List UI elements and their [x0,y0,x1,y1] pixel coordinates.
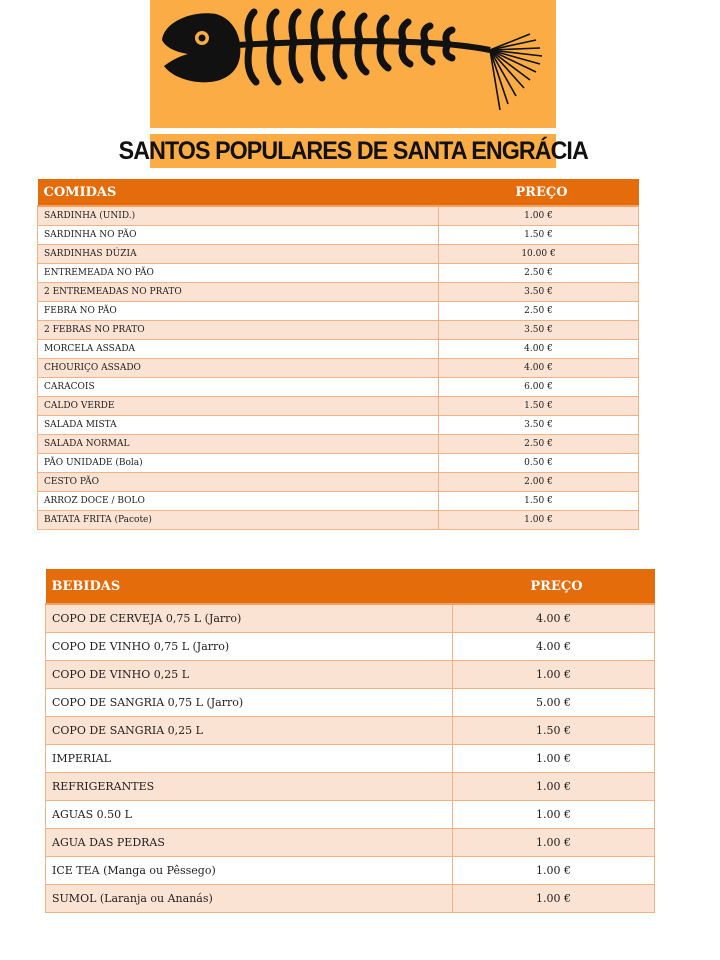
item-price: 3.50 € [439,321,639,340]
item-price: 1.00 € [453,885,655,913]
food-price-table [37,179,639,530]
table-row [46,661,655,689]
table-row [46,745,655,773]
item-price: 1.00 € [453,745,655,773]
item-name: SARDINHA NO PÃO [38,226,439,245]
item-price: 4.00 € [453,633,655,661]
item-price: 1.50 € [439,397,639,416]
table-row [38,378,639,397]
table-row [46,633,655,661]
fish-skeleton-icon [150,0,556,128]
item-name: BATATA FRITA (Pacote) [38,511,439,530]
table-row [38,454,639,473]
item-price: 10.00 € [439,245,639,264]
table-row [46,829,655,857]
item-price: 6.00 € [439,378,639,397]
item-name: FEBRA NO PÃO [38,302,439,321]
table-row [46,604,655,633]
item-price: 1.00 € [439,206,639,226]
table-row [38,206,639,226]
item-name: 2 ENTREMEADAS NO PRATO [38,283,439,302]
item-name: ARROZ DOCE / BOLO [38,492,439,511]
item-price: 1.00 € [453,773,655,801]
item-name: AGUA DAS PEDRAS [46,829,453,857]
page-title: SANTOS POPULARES DE SANTA ENGRÁCIA [118,136,588,165]
food-column-header: COMIDAS [38,179,439,206]
table-row [46,885,655,913]
table-row [46,689,655,717]
table-row [38,245,639,264]
item-price: 4.00 € [439,359,639,378]
item-name: MORCELA ASSADA [38,340,439,359]
table-row [38,435,639,454]
item-name: REFRIGERANTES [46,773,453,801]
item-price: 4.00 € [439,340,639,359]
item-name: SARDINHAS DÚZIA [38,245,439,264]
item-price: 1.00 € [453,661,655,689]
item-price: 1.50 € [453,717,655,745]
item-price: 1.00 € [453,857,655,885]
item-name: 2 FEBRAS NO PRATO [38,321,439,340]
item-name: SALADA MISTA [38,416,439,435]
table-row [38,264,639,283]
table-row [38,397,639,416]
item-name: COPO DE SANGRIA 0,75 L (Jarro) [46,689,453,717]
item-name: PÃO UNIDADE (Bola) [38,454,439,473]
item-name: SALADA NORMAL [38,435,439,454]
table-row [46,857,655,885]
item-name: COPO DE VINHO 0,75 L (Jarro) [46,633,453,661]
item-name: CARACOIS [38,378,439,397]
table-row [38,511,639,530]
item-price: 1.50 € [439,492,639,511]
title-bar [118,134,588,168]
item-price: 3.50 € [439,416,639,435]
table-row [38,302,639,321]
item-name: SARDINHA (UNID.) [38,206,439,226]
item-price: 0.50 € [439,454,639,473]
table-row [38,321,639,340]
item-price: 1.00 € [453,801,655,829]
item-price: 2.50 € [439,302,639,321]
table-row [38,473,639,492]
table-row [46,773,655,801]
item-price: 2.50 € [439,264,639,283]
table-row [38,416,639,435]
drinks-price-table [45,569,655,913]
table-row [38,226,639,245]
item-price: 1.00 € [439,511,639,530]
food-price-header: PREÇO [439,179,639,206]
item-price: 5.00 € [453,689,655,717]
item-name: COPO DE SANGRIA 0,25 L [46,717,453,745]
item-price: 2.50 € [439,435,639,454]
item-name: COPO DE VINHO 0,25 L [46,661,453,689]
item-name: COPO DE CERVEJA 0,75 L (Jarro) [46,604,453,633]
table-row [46,801,655,829]
item-name: CALDO VERDE [38,397,439,416]
table-row [46,717,655,745]
item-price: 4.00 € [453,604,655,633]
item-name: AGUAS 0.50 L [46,801,453,829]
item-name: CHOURIÇO ASSADO [38,359,439,378]
item-price: 1.50 € [439,226,639,245]
item-price: 1.00 € [453,829,655,857]
table-row [38,492,639,511]
item-price: 2.00 € [439,473,639,492]
item-name: ICE TEA (Manga ou Pêssego) [46,857,453,885]
banner [150,0,556,128]
table-row [38,359,639,378]
item-price: 3.50 € [439,283,639,302]
item-name: CESTO PÃO [38,473,439,492]
table-row [38,283,639,302]
item-name: ENTREMEADA NO PÃO [38,264,439,283]
drinks-price-header: PREÇO [453,569,655,604]
drinks-header-row [46,569,655,604]
drinks-column-header: BEBIDAS [46,569,453,604]
item-name: SUMOL (Laranja ou Ananás) [46,885,453,913]
food-header-row [38,179,639,206]
table-row [38,340,639,359]
item-name: IMPERIAL [46,745,453,773]
